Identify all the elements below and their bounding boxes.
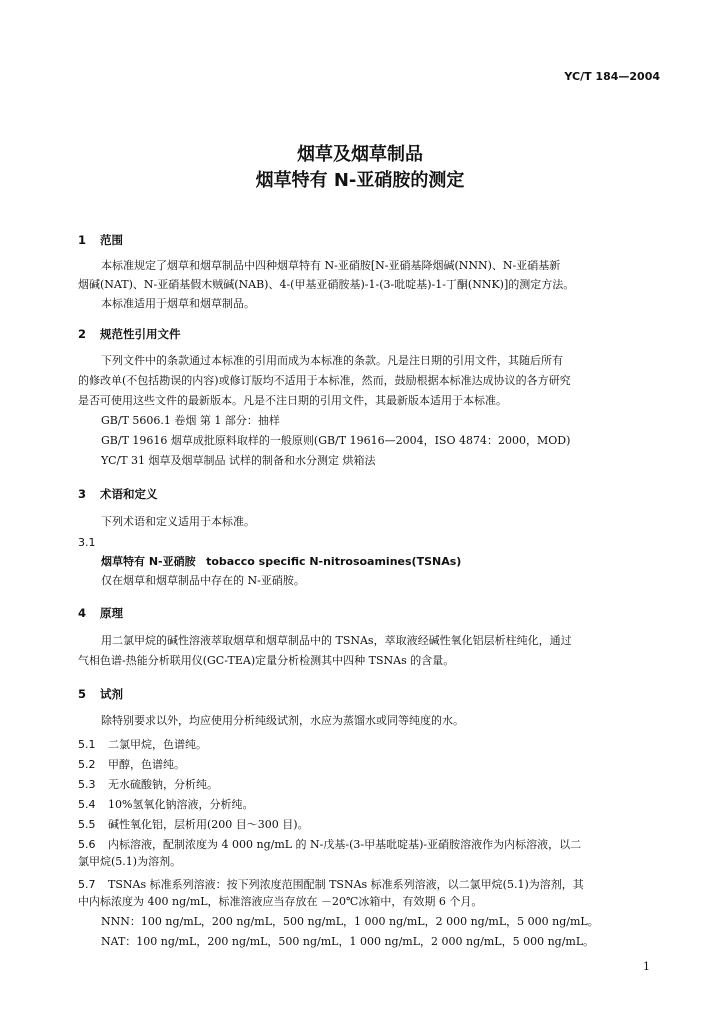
title-line-1: 烟草及烟草制品	[297, 144, 423, 165]
clause-text: 内标溶液，配制浓度为 4 000 ng/mL 的 N-戊基-(3-甲基吡啶基)-亚硝胺溶液作为内标溶液，以二	[108, 838, 582, 851]
section-5-heading	[78, 686, 123, 702]
title-line-2: 烟草特有 N-亚硝胺的测定	[255, 170, 465, 191]
clause-text: 无水硫酸钠，分析纯。	[108, 778, 218, 791]
paragraph: 烟碱(NAT)、N-亚硝基假木贼碱(NAB)、4-(甲基亚硝胺基)-1-(3-吡啶基)-1-丁酮(NNK)]的测定方法。	[78, 278, 575, 291]
section-title: 规范性引用文件	[100, 327, 181, 341]
concentration-list-nnn: NNN：100 ng/mL，200 ng/mL，500 ng/mL，1 000 ng/mL，2 000 ng/mL，5 000 ng/mL。	[101, 915, 599, 928]
clause-number: 5.5	[78, 818, 96, 831]
section-2-heading	[78, 326, 181, 342]
standard-number-header: YC/T 184—2004	[564, 70, 660, 83]
concentration-list-nat: NAT：100 ng/mL，200 ng/mL，500 ng/mL，1 000 ng/mL，2 000 ng/mL，5 000 ng/mL。	[101, 935, 595, 948]
clause-number: 5.7	[78, 878, 96, 891]
clause-text: 10%氢氧化钠溶液，分析纯。	[108, 798, 254, 811]
reagent-item	[78, 796, 253, 812]
paragraph: 的修改单(不包括勘误的内容)或修订版均不适用于本标准，然而，鼓励根据本标准达成协议的各方研究	[78, 374, 571, 387]
clause-continuation: 中内标浓度为 400 ng/mL，标准溶液应当存放在 －20℃冰箱中，有效期 6 个月。	[78, 895, 483, 908]
paragraph: 本标准规定了烟草和烟草制品中四种烟草特有 N-亚硝胺[N-亚硝基降烟碱(NNN)、N-亚硝基新	[101, 259, 561, 272]
paragraph: 用二氯甲烷的碱性溶液萃取烟草和烟草制品中的 TSNAs，萃取液经碱性氧化铝层析柱纯化，通过	[101, 634, 572, 647]
term-english: tobacco specific N-nitrosoamines(TSNAs)	[206, 555, 462, 568]
section-title: 范围	[100, 233, 123, 247]
section-3-heading	[78, 486, 158, 502]
paragraph: 是否可使用这些文件的最新版本。凡是不注日期的引用文件，其最新版本适用于本标准。	[78, 394, 507, 407]
section-1-heading	[78, 232, 123, 248]
reference-item: YC/T 31 烟草及烟草制品 试样的制备和水分测定 烘箱法	[101, 454, 376, 467]
reagent-item	[78, 736, 207, 752]
paragraph: 本标准适用于烟草和烟草制品。	[101, 297, 255, 310]
reagent-item	[78, 876, 584, 892]
section-number: 1	[78, 233, 87, 247]
clause-number: 5.3	[78, 778, 96, 791]
reference-item: GB/T 5606.1 卷烟 第 1 部分：抽样	[101, 414, 280, 427]
clause-number: 5.6	[78, 838, 96, 851]
reagent-item	[78, 756, 185, 772]
reagent-item	[78, 776, 218, 792]
clause-number: 3.1	[78, 536, 96, 549]
paragraph: 气相色谱-热能分析联用仪(GC-TEA)定量分析检测其中四种 TSNAs 的含量。	[78, 654, 455, 667]
paragraph: 下列文件中的条款通过本标准的引用而成为本标准的条款。凡是注日期的引用文件，其随后所有	[101, 354, 563, 367]
paragraph: 下列术语和定义适用于本标准。	[101, 515, 255, 528]
clause-text: 碱性氧化铝，层析用(200 目～300 目)。	[108, 818, 309, 831]
paragraph: 除特别要求以外，均应使用分析纯级试剂，水应为蒸馏水或同等纯度的水。	[101, 714, 464, 727]
reference-item: GB/T 19616 烟草成批原料取样的一般原则(GB/T 19616—2004，ISO 4874：2000，MOD)	[101, 434, 571, 447]
section-4-heading	[78, 605, 123, 621]
reagent-item	[78, 816, 309, 832]
term-chinese: 烟草特有 N-亚硝胺	[101, 555, 196, 568]
page-number: 1	[643, 960, 650, 973]
clause-text: 甲醇，色谱纯。	[108, 758, 185, 771]
clause-number: 5.1	[78, 738, 96, 751]
clause-text: TSNAs 标准系列溶液：按下列浓度范围配制 TSNAs 标准系列溶液，以二氯甲烷(5.1)为溶剂，其	[108, 878, 584, 891]
section-title: 原理	[100, 606, 123, 620]
term-definition: 仅在烟草和烟草制品中存在的 N-亚硝胺。	[101, 574, 305, 587]
section-number: 3	[78, 487, 87, 501]
clause-number: 5.2	[78, 758, 96, 771]
clause-number: 5.4	[78, 798, 96, 811]
reagent-item	[78, 836, 581, 852]
section-number: 2	[78, 327, 87, 341]
section-number: 4	[78, 606, 87, 620]
section-title: 试剂	[100, 687, 123, 701]
section-title: 术语和定义	[100, 487, 158, 501]
section-number: 5	[78, 687, 87, 701]
subsection-number	[78, 536, 108, 549]
term-line	[101, 555, 461, 569]
clause-continuation: 氯甲烷(5.1)为溶剂。	[78, 855, 182, 868]
clause-text: 二氯甲烷，色谱纯。	[108, 738, 207, 751]
